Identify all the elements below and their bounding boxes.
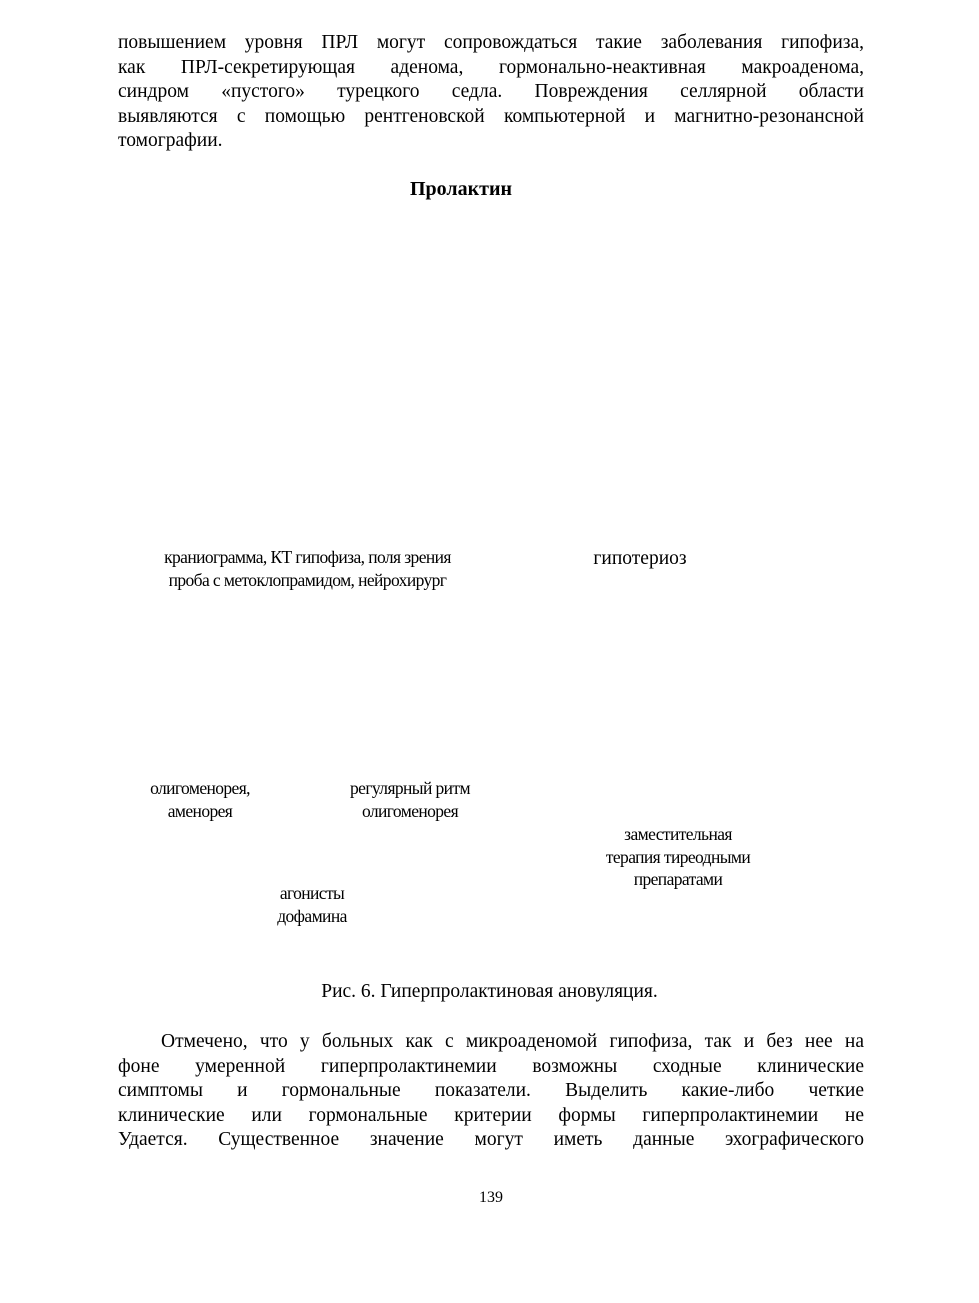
paragraph-line: синдром «пустого» турецкого седла. Повреждения селлярной области bbox=[118, 81, 864, 102]
top-paragraph bbox=[118, 31, 864, 154]
diagram-label-line: дофамина bbox=[277, 905, 347, 926]
diagram-label-line: терапия тиреодными bbox=[605, 846, 751, 867]
paragraph-line: Удается. Существенное значение могут иметь данные эхографического bbox=[118, 1129, 864, 1150]
paragraph-line: Отмечено, что у больных как с микроаденомой гипофиза, так и без нее на bbox=[161, 1031, 864, 1052]
paragraph-line: симптомы и гормональные показатели. Выделить какие-либо четкие bbox=[118, 1080, 864, 1101]
bottom-paragraph bbox=[118, 1030, 864, 1153]
diagram-label-line: гипотериоз bbox=[593, 548, 687, 569]
paragraph-line: выявляются с помощью рентгеновской компьютерной и магнитно-резонансной bbox=[118, 105, 864, 127]
diagram-label-line: проба с метоклопрамидом, нейрохирург bbox=[168, 569, 447, 590]
paragraph-line: повышением уровня ПРЛ могут сопровождаться такие заболевания гипофиза, bbox=[118, 32, 864, 53]
figure-caption: Рис. 6. Гиперпролактиновая ановуляция. bbox=[321, 981, 658, 1002]
diagram-label-replacement-therapy bbox=[578, 823, 778, 891]
diagram-label-line: агонисты bbox=[279, 883, 345, 903]
page-number: 139 bbox=[479, 1189, 503, 1206]
diagram-label-line: краниограмма, КТ гипофиза, поля зрения bbox=[164, 547, 451, 567]
diagram-label-line: аменорея bbox=[167, 800, 233, 821]
paragraph-line: клинические или гормональные критерии формы гиперпролактинемии не bbox=[118, 1104, 864, 1126]
diagram-title: Пролактин bbox=[409, 178, 513, 200]
diagram-label-oligo-amenorrhea bbox=[130, 777, 270, 822]
diagram-label-dopamine-agonists bbox=[252, 882, 372, 927]
diagram-label-line: препаратами bbox=[633, 869, 723, 889]
paragraph-line: томографии. bbox=[118, 130, 223, 151]
paragraph-line: как ПРЛ-секретирующая аденома, гормонально-неактивная макроаденома, bbox=[118, 56, 864, 78]
diagram-label-regular-rhythm bbox=[330, 777, 490, 822]
diagram-label-hypothyroidism bbox=[575, 548, 705, 571]
diagram-label-line: олигоменорея bbox=[361, 800, 459, 821]
diagram-label-line: регулярный ритм bbox=[350, 778, 470, 798]
paragraph-line: фоне умеренной гиперпролактинемии возможны сходные клинические bbox=[118, 1055, 864, 1077]
diagram-label-line: заместительная bbox=[624, 824, 732, 844]
diagram-label-line: олигоменорея, bbox=[150, 778, 250, 798]
diagram-label-diagnostics bbox=[135, 546, 480, 591]
